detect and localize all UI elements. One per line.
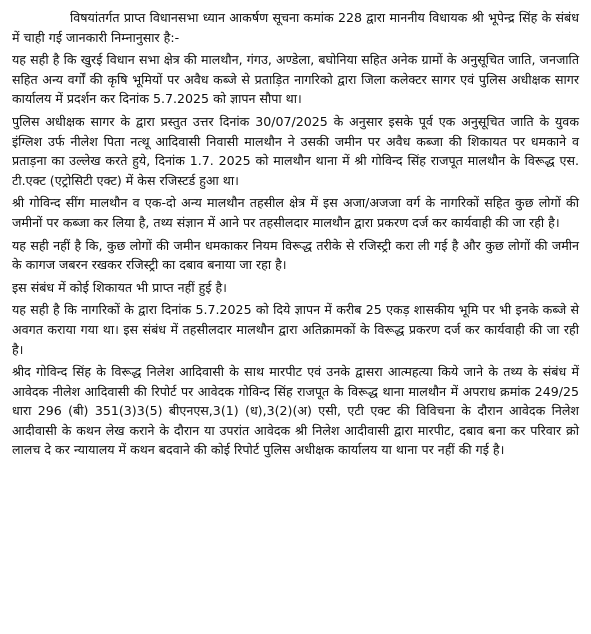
paragraph-memorandum: यह सही है कि खुरई विधान सभा क्षेत्र की मालथौन, गंगउ, अण्डेला, बघोनिया सहित अनेक ग्रामों के अनुसूचित जाति, जनजाति सहित अन्य वर्गों की कृषि भूमियों पर अवैध कब्जे से प्रताड़ित नागरिको द्वारा जिला कलेक्टर सागर एवं पुलिस अधीक्षक सागर कार्यालय में प्रदर्शन कर दिनांक 5.7.2025 को ज्ञापन सौपा था।	[12, 52, 579, 107]
paragraph-case-details: श्रीद गोविन्द सिंह के विरूद्ध निलेश आदिवासी के साथ मारपीट एवं उनके द्वासरा आत्महत्या किये जाने के तथ्य के संबंध में आवेदक नीलेश आदिवासी की रिपोर्ट पर आवेदक गोविन्द सिंह राजपूत के विरूद्ध थाना मालथौन में अपराध क्रमांक 249/25 धारा 296 (बी) 351(3)3(5) बीएनएस,3(1) (ध),3(2)(अ) एसी, एटी एक्ट की विविचना के दौरान आवेदक निलेश आदीवासी के कथन लेख कराने के दौरान या उपरांत आवेदक श्री निलेश आदीवासी द्वारा मारपीट, दबाव बना कर परिवार क्रो लालच दे कर न्यायालय में कथन बदवाने की कोई रिपोर्ट पुलिस अधीक्षक कार्यालय या थाना पर नहीं की गई है।	[12, 364, 579, 458]
paragraph-land-occupation: श्री गोविन्द सींग मालथौन व एक-दो अन्य मालथौन तहसील क्षेत्र में इस अजा/अजजा वर्ग के नागरिकों सहित कुछ लोगों की जमीनों पर कब्जा कर लिया है, तथ्य संज्ञान में आने पर तहसीलदार मालथौन द्वारा प्रकरण दर्ज कर कार्यवाही की जा रही है।	[12, 195, 579, 230]
paragraph-no-complaint: इस संबंध में कोई शिकायत भी प्राप्त नहीं हुई है।	[12, 279, 227, 295]
paragraph-registry-denial: यह सही नहीं है कि, कुछ लोगों की जमीन धमकाकर नियम विरूद्ध तरीके से रजिस्ट्री करा ली गई है और कुछ लोगों की जमीन के कागज जबरन रखकर रजिस्ट्री का दबाव बनाया जा रहा है।	[12, 237, 579, 273]
paragraph-sp-reply: पुलिस अधीक्षक सागर के द्वारा प्रस्तुत उत्तर दिनांक 30/07/2025 के अनुसार इसके पूर्व एक अनुसूचित जाति के युवक इंग्लिश उर्फ नीलेश पिता नत्थू आदिवासी निवासी मालथौन ने उसकी जमीन पर अवैध कब्जा की शिकायत पर धमकाने व प्रताड़ना का उल्लेख करते हुये, दिनांक 1.7. 2025 को मालथौन थाना में श्री गोविन्द सिंह राजपूत मालथौन के विरूद्ध एस. टी.एक्ट (एट्रोसिटी एक्ट) में केस रजिस्टर्ड हुआ था।	[12, 113, 579, 188]
paragraph-government-land: यह सही है कि नागरिकों के द्वारा दिनांक 5.7.2025 को दिये ज्ञापन में करीब 25 एकड़ शासकीय भूमि पर भी इनके कब्जे से अवगत कराया गया था। इस संबंध में तहसीलदार मालथौन द्वारा अतिक्रामकों के विरूद्ध प्रकरण दर्ज कर कार्यवाही की जा रही है।	[12, 302, 579, 357]
intro-paragraph: विषयांतर्गत प्राप्त विधानसभा ध्यान आकर्षण सूचना कमांक 228 द्वारा माननीय विधायक श्री भूपेन्द्र सिंह के संबंध में चाही गई जानकारी निम्नानुसार है:-	[12, 10, 579, 45]
